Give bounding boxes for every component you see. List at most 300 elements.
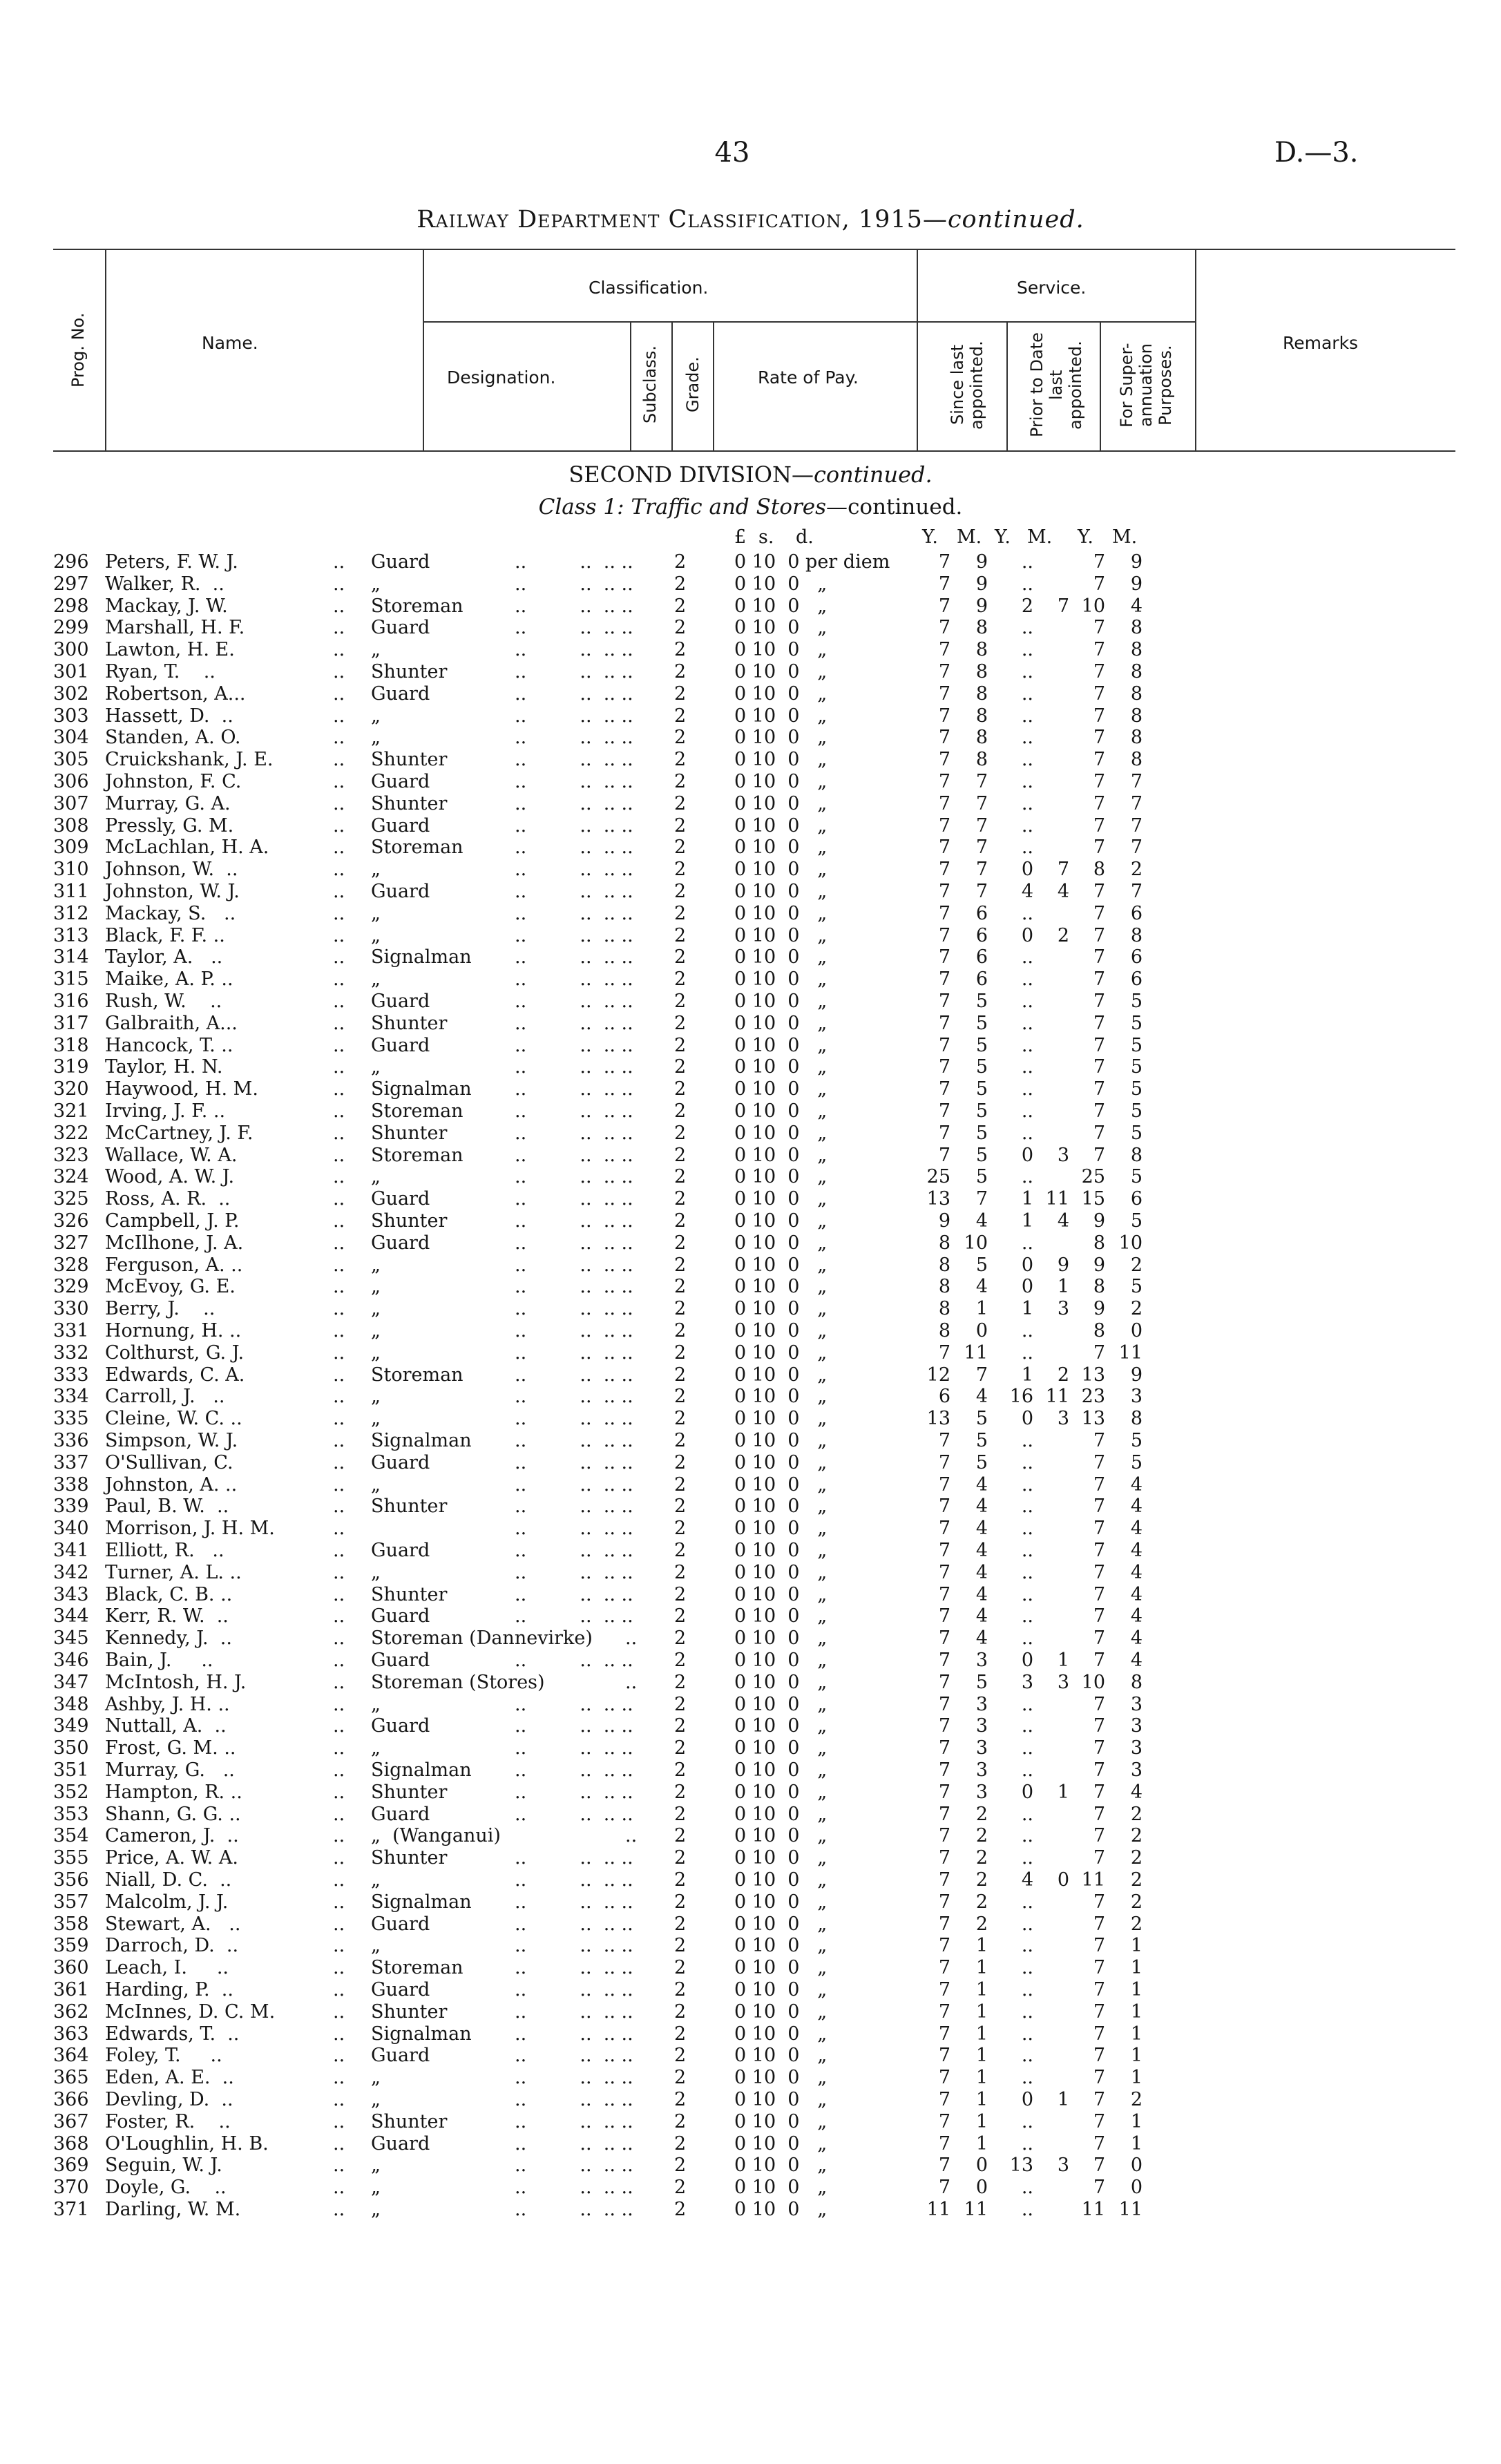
cell-prog-number: 339 — [53, 1496, 89, 1518]
leader-dots: .. .. .. .. — [515, 1034, 645, 1056]
cell-super-years: 7 — [1093, 1561, 1105, 1583]
table-row — [0, 1035, 1501, 1057]
leader-dots: .. — [333, 2110, 345, 2132]
leader-dots: .. — [333, 1034, 345, 1056]
leader-dots: .. — [333, 2045, 345, 2067]
cell-super-months: 5 — [1130, 1122, 1143, 1144]
header-classification: Classification. — [589, 278, 709, 298]
leader-dots: .. — [625, 1825, 643, 1847]
table-row — [0, 1650, 1501, 1672]
table-row — [0, 1913, 1501, 1936]
cell-since-years: 7 — [938, 924, 950, 946]
cell-prog-number: 312 — [53, 902, 89, 924]
cell-name: Malcolm, J. J. — [105, 1891, 229, 1913]
cell-prior-years: .. — [1021, 749, 1033, 771]
cell-rate-of-pay: 0 10 0 „ — [734, 1715, 828, 1737]
cell-rate-of-pay: 0 10 0 „ — [734, 1803, 828, 1825]
cell-since-years: 7 — [938, 1737, 950, 1759]
page-title — [0, 206, 1501, 233]
cell-grade: 2 — [674, 771, 687, 792]
cell-since-years: 7 — [938, 2177, 950, 2199]
table-row — [0, 1782, 1501, 1804]
cell-since-months: 9 — [975, 573, 988, 595]
cell-prog-number: 364 — [53, 2045, 89, 2067]
cell-designation: Guard — [371, 2045, 430, 2067]
cell-grade: 2 — [674, 1408, 687, 1430]
cell-name: Ashby, J. H. .. — [105, 1693, 230, 1715]
cell-prior-months: 1 — [1057, 1276, 1069, 1298]
cell-designation: „ — [371, 1737, 381, 1759]
cell-prog-number: 343 — [53, 1583, 89, 1605]
cell-rate-of-pay: 0 10 0 „ — [734, 1166, 828, 1188]
leader-dots: .. .. .. .. — [515, 968, 645, 991]
leader-dots: .. — [333, 705, 345, 727]
cell-prior-years: .. — [1021, 1759, 1033, 1781]
cell-since-months: 9 — [975, 551, 988, 573]
cell-super-years: 7 — [1093, 2067, 1105, 2089]
cell-prog-number: 315 — [53, 968, 89, 991]
cell-since-years: 7 — [938, 859, 950, 881]
table-row — [0, 749, 1501, 771]
cell-name: Black, C. B. .. — [105, 1583, 233, 1605]
leader-dots: .. — [333, 814, 345, 837]
leader-dots: .. — [333, 1320, 345, 1341]
cell-rate-of-pay: 0 10 0 „ — [734, 1408, 828, 1430]
leader-dots: .. .. .. .. — [515, 1869, 645, 1891]
subsection-class: Class 1: Traffic and Stores— — [538, 495, 848, 519]
cell-since-years: 7 — [938, 1913, 950, 1935]
cell-grade: 2 — [674, 968, 687, 991]
cell-grade: 2 — [674, 639, 687, 661]
cell-since-months: 8 — [975, 682, 988, 705]
cell-grade: 2 — [674, 1957, 687, 1979]
cell-name: Morrison, J. H. M. — [105, 1518, 275, 1540]
leader-dots: .. — [333, 1957, 345, 1979]
cell-since-months: 4 — [975, 1276, 988, 1298]
cell-super-years: 7 — [1093, 792, 1105, 814]
cell-since-months: 11 — [964, 2199, 988, 2220]
cell-since-months: 4 — [975, 1386, 988, 1408]
cell-since-years: 13 — [926, 1188, 950, 1210]
subsection-heading — [0, 495, 1501, 519]
leader-dots: .. .. .. .. — [515, 1188, 645, 1210]
table-row — [0, 1123, 1501, 1145]
cell-super-months: 8 — [1130, 727, 1143, 749]
cell-super-years: 7 — [1093, 705, 1105, 727]
cell-grade: 2 — [674, 682, 687, 705]
cell-rate-of-pay: 0 10 0 „ — [734, 1737, 828, 1759]
cell-prog-number: 342 — [53, 1561, 89, 1583]
cell-name: Hancock, T. .. — [105, 1034, 233, 1056]
cell-super-years: 7 — [1093, 771, 1105, 792]
unit-since-years: Y. — [922, 526, 938, 548]
cell-prior-months: 3 — [1057, 1408, 1069, 1430]
cell-super-months: 8 — [1130, 661, 1143, 682]
cell-grade: 2 — [674, 2000, 687, 2023]
cell-grade: 2 — [674, 1583, 687, 1605]
cell-grade: 2 — [674, 881, 687, 902]
cell-super-months: 4 — [1130, 1781, 1143, 1803]
table-row — [0, 2177, 1501, 2199]
leader-dots: .. .. .. .. — [515, 1803, 645, 1825]
cell-name: McIlhone, J. A. — [105, 1232, 244, 1254]
cell-since-years: 7 — [938, 1650, 950, 1671]
table-row — [0, 881, 1501, 903]
cell-prior-years: 0 — [1021, 1781, 1033, 1803]
header-remarks: Remarks — [1283, 333, 1359, 353]
cell-prior-years: .. — [1021, 1320, 1033, 1341]
leader-dots: .. — [625, 1627, 643, 1650]
cell-name: Elliott, R. .. — [105, 1540, 224, 1561]
cell-prior-years: .. — [1021, 1583, 1033, 1605]
header-service: Service. — [1017, 278, 1087, 298]
leader-dots: .. .. .. .. — [515, 924, 645, 946]
leader-dots: .. .. .. .. — [515, 1320, 645, 1341]
cell-since-months: 5 — [975, 1408, 988, 1430]
cell-super-years: 7 — [1093, 991, 1105, 1012]
leader-dots: .. .. .. .. — [515, 1496, 645, 1518]
cell-since-years: 8 — [938, 1232, 950, 1254]
cell-since-years: 7 — [938, 1561, 950, 1583]
cell-super-years: 7 — [1093, 1496, 1105, 1518]
leader-dots: .. .. .. .. — [515, 1078, 645, 1100]
leader-dots: .. .. .. .. — [515, 902, 645, 924]
cell-designation: Guard — [371, 1913, 430, 1935]
leader-dots: .. — [333, 682, 345, 705]
cell-designation: Signalman — [371, 1078, 472, 1100]
leader-dots: .. — [333, 1144, 345, 1166]
cell-since-months: 7 — [975, 792, 988, 814]
cell-grade: 2 — [674, 1605, 687, 1627]
cell-super-months: 8 — [1130, 617, 1143, 639]
cell-prior-years: .. — [1021, 2110, 1033, 2132]
cell-prior-months: 3 — [1057, 2155, 1069, 2177]
cell-name: Johnson, W. .. — [105, 859, 238, 881]
cell-designation: „ — [371, 1276, 381, 1298]
cell-super-months: 5 — [1130, 991, 1143, 1012]
cell-super-months: 3 — [1130, 1693, 1143, 1715]
cell-designation: Shunter — [371, 1847, 448, 1869]
cell-designation: Shunter — [371, 661, 448, 682]
header-grade: Grade. — [683, 356, 702, 413]
cell-prog-number: 345 — [53, 1627, 89, 1650]
cell-prior-years: .. — [1021, 2132, 1033, 2155]
leader-dots: .. .. .. .. — [515, 1232, 645, 1254]
cell-prog-number: 361 — [53, 1979, 89, 2000]
leader-dots: .. .. .. .. — [515, 1364, 645, 1386]
cell-rate-of-pay: 0 10 0 „ — [734, 661, 828, 682]
cell-prior-years: .. — [1021, 1341, 1033, 1364]
cell-prior-years: 0 — [1021, 1408, 1033, 1430]
cell-name: Marshall, H. F. — [105, 617, 245, 639]
cell-designation: Shunter — [371, 1583, 448, 1605]
unit-super-years: Y. — [1078, 526, 1093, 548]
table-row — [0, 925, 1501, 947]
cell-grade: 2 — [674, 1276, 687, 1298]
leader-dots: .. — [333, 1715, 345, 1737]
cell-prior-months: 7 — [1057, 595, 1069, 617]
page-number: 43 — [714, 137, 750, 169]
cell-since-months: 5 — [975, 1451, 988, 1473]
leader-dots: .. .. .. .. — [515, 1540, 645, 1561]
cell-grade: 2 — [674, 1341, 687, 1364]
cell-since-months: 11 — [964, 1341, 988, 1364]
leader-dots: .. — [333, 1605, 345, 1627]
cell-since-months: 1 — [975, 1298, 988, 1320]
cell-since-months: 4 — [975, 1627, 988, 1650]
cell-since-years: 8 — [938, 1276, 950, 1298]
table-row — [0, 1056, 1501, 1078]
cell-since-months: 2 — [975, 1825, 988, 1847]
cell-rate-of-pay: 0 10 0 „ — [734, 1540, 828, 1561]
cell-rate-of-pay: 0 10 0 „ — [734, 1583, 828, 1605]
cell-super-months: 5 — [1130, 1056, 1143, 1078]
cell-rate-of-pay: 0 10 0 „ — [734, 1605, 828, 1627]
cell-name: McIntosh, H. J. — [105, 1671, 247, 1693]
cell-since-years: 7 — [938, 1034, 950, 1056]
cell-super-months: 9 — [1130, 573, 1143, 595]
cell-name: Foster, R. .. — [105, 2110, 231, 2132]
cell-rate-of-pay: 0 10 0 „ — [734, 1869, 828, 1891]
cell-super-months: 1 — [1130, 1935, 1143, 1957]
cell-rate-of-pay: 0 10 0 „ — [734, 1188, 828, 1210]
cell-super-years: 7 — [1093, 2023, 1105, 2045]
cell-prior-years: .. — [1021, 1540, 1033, 1561]
cell-grade: 2 — [674, 792, 687, 814]
cell-name: Robertson, A... — [105, 682, 246, 705]
cell-prog-number: 352 — [53, 1781, 89, 1803]
leader-dots: .. — [333, 1408, 345, 1430]
table-row — [0, 1715, 1501, 1737]
cell-name: Ross, A. R. .. — [105, 1188, 231, 1210]
cell-designation: „ — [371, 1166, 381, 1188]
cell-since-months: 5 — [975, 1122, 988, 1144]
table-row — [0, 968, 1501, 991]
table-row — [0, 991, 1501, 1013]
cell-since-years: 7 — [938, 1518, 950, 1540]
cell-prog-number: 347 — [53, 1671, 89, 1693]
leader-dots: .. — [333, 1759, 345, 1781]
cell-grade: 2 — [674, 1979, 687, 2000]
leader-dots: .. — [333, 859, 345, 881]
cell-super-years: 7 — [1093, 1957, 1105, 1979]
cell-prog-number: 335 — [53, 1408, 89, 1430]
leader-dots: .. .. .. .. — [515, 1298, 645, 1320]
title-main: Railway Department Classification, 1915— — [417, 206, 948, 233]
cell-prog-number: 299 — [53, 617, 89, 639]
cell-designation: Guard — [371, 771, 430, 792]
leader-dots: .. .. .. .. — [515, 771, 645, 792]
cell-prior-years: 0 — [1021, 1144, 1033, 1166]
leader-dots: .. — [333, 968, 345, 991]
cell-prog-number: 344 — [53, 1605, 89, 1627]
cell-grade: 2 — [674, 1166, 687, 1188]
cell-prior-years: .. — [1021, 573, 1033, 595]
cell-since-months: 7 — [975, 859, 988, 881]
leader-dots: .. .. .. .. — [515, 1473, 645, 1496]
cell-grade: 2 — [674, 1540, 687, 1561]
cell-prior-years: .. — [1021, 902, 1033, 924]
cell-super-years: 7 — [1093, 2110, 1105, 2132]
leader-dots: .. .. .. .. — [515, 2067, 645, 2089]
leader-dots: .. .. .. .. — [515, 1605, 645, 1627]
cell-prog-number: 355 — [53, 1847, 89, 1869]
cell-super-years: 7 — [1093, 1100, 1105, 1122]
cell-designation: Guard — [371, 881, 430, 902]
table-row — [0, 837, 1501, 859]
cell-since-months: 4 — [975, 1605, 988, 1627]
cell-super-years: 7 — [1093, 661, 1105, 682]
leader-dots: .. .. .. .. — [515, 1254, 645, 1276]
leader-dots: .. — [333, 1540, 345, 1561]
cell-designation: „ — [371, 1408, 381, 1430]
leader-dots: .. .. .. .. — [515, 727, 645, 749]
table-row — [0, 1210, 1501, 1232]
table-row — [0, 1869, 1501, 1891]
cell-prog-number: 340 — [53, 1518, 89, 1540]
table-row — [0, 1496, 1501, 1518]
leader-dots: .. — [333, 1056, 345, 1078]
cell-super-years: 10 — [1081, 595, 1105, 617]
cell-prior-months: 11 — [1045, 1386, 1069, 1408]
cell-prog-number: 322 — [53, 1122, 89, 1144]
table-row — [0, 1408, 1501, 1430]
leader-dots: .. .. .. .. — [515, 682, 645, 705]
cell-prog-number: 336 — [53, 1430, 89, 1451]
cell-designation: „ — [371, 1561, 381, 1583]
cell-since-years: 7 — [938, 551, 950, 573]
leader-dots: .. .. .. .. — [515, 1386, 645, 1408]
cell-super-months: 11 — [1118, 2199, 1143, 2220]
leader-dots: .. .. .. .. — [515, 1100, 645, 1122]
cell-super-months: 1 — [1130, 2132, 1143, 2155]
cell-prior-years: .. — [1021, 1715, 1033, 1737]
cell-rate-of-pay: 0 10 0 „ — [734, 1232, 828, 1254]
cell-prog-number: 300 — [53, 639, 89, 661]
cell-prog-number: 366 — [53, 2089, 89, 2110]
cell-prog-number: 314 — [53, 946, 89, 968]
cell-grade: 2 — [674, 2067, 687, 2089]
cell-grade: 2 — [674, 2089, 687, 2110]
cell-prog-number: 308 — [53, 814, 89, 837]
cell-name: Kennedy, J. .. — [105, 1627, 232, 1650]
cell-super-months: 5 — [1130, 1166, 1143, 1188]
unit-prior-years: Y. — [995, 526, 1011, 548]
cell-grade: 2 — [674, 1847, 687, 1869]
cell-rate-of-pay: 0 10 0 „ — [734, 1012, 828, 1034]
cell-super-years: 11 — [1081, 2199, 1105, 2220]
cell-designation: Signalman — [371, 946, 472, 968]
cell-prior-months: 1 — [1057, 2089, 1069, 2110]
cell-since-months: 6 — [975, 968, 988, 991]
cell-designation: Guard — [371, 1188, 430, 1210]
leader-dots: .. — [333, 837, 345, 859]
cell-rate-of-pay: 0 10 0 „ — [734, 2132, 828, 2155]
leader-dots: .. — [333, 1627, 345, 1650]
cell-since-months: 2 — [975, 1891, 988, 1913]
cell-rate-of-pay: 0 10 0 „ — [734, 1671, 828, 1693]
cell-prior-years: .. — [1021, 705, 1033, 727]
cell-grade: 2 — [674, 1122, 687, 1144]
leader-dots: .. — [333, 1869, 345, 1891]
cell-since-years: 7 — [938, 1781, 950, 1803]
table-row — [0, 2111, 1501, 2133]
cell-prog-number: 359 — [53, 1935, 89, 1957]
cell-super-months: 1 — [1130, 2000, 1143, 2023]
table-row — [0, 1145, 1501, 1167]
cell-super-years: 7 — [1093, 1935, 1105, 1957]
table-row — [0, 1605, 1501, 1627]
cell-grade: 2 — [674, 1935, 687, 1957]
cell-since-months: 7 — [975, 1188, 988, 1210]
cell-since-months: 4 — [975, 1473, 988, 1496]
leader-dots: .. — [333, 1496, 345, 1518]
cell-designation: Shunter — [371, 2000, 448, 2023]
cell-rate-of-pay: 0 10 0 „ — [734, 617, 828, 639]
leader-dots: .. — [333, 1891, 345, 1913]
cell-designation: „ — [371, 1341, 381, 1364]
cell-since-months: 5 — [975, 1144, 988, 1166]
leader-dots: .. .. .. .. — [515, 946, 645, 968]
cell-prior-years: .. — [1021, 792, 1033, 814]
cell-prior-years: .. — [1021, 1957, 1033, 1979]
cell-grade: 2 — [674, 1825, 687, 1847]
cell-prior-years: .. — [1021, 1122, 1033, 1144]
cell-prior-years: .. — [1021, 1561, 1033, 1583]
cell-grade: 2 — [674, 595, 687, 617]
cell-super-months: 4 — [1130, 1605, 1143, 1627]
cell-rate-of-pay: 0 10 0 „ — [734, 1847, 828, 1869]
cell-super-months: 4 — [1130, 1496, 1143, 1518]
table-row — [0, 1166, 1501, 1188]
cell-grade: 2 — [674, 814, 687, 837]
cell-rate-of-pay: 0 10 0 „ — [734, 1034, 828, 1056]
leader-dots: .. .. .. .. — [515, 749, 645, 771]
cell-name: Black, F. F. .. — [105, 924, 225, 946]
cell-super-years: 9 — [1093, 1210, 1105, 1232]
cell-prior-years: 0 — [1021, 1254, 1033, 1276]
cell-designation: „ — [371, 1298, 381, 1320]
cell-prog-number: 351 — [53, 1759, 89, 1781]
cell-prog-number: 353 — [53, 1803, 89, 1825]
cell-rate-of-pay: 0 10 0 „ — [734, 595, 828, 617]
cell-since-months: 8 — [975, 617, 988, 639]
cell-prog-number: 337 — [53, 1451, 89, 1473]
cell-since-years: 7 — [938, 639, 950, 661]
table-header — [53, 249, 1455, 452]
cell-grade: 2 — [674, 1561, 687, 1583]
cell-super-months: 2 — [1130, 1891, 1143, 1913]
cell-super-months: 6 — [1130, 1188, 1143, 1210]
cell-since-years: 7 — [938, 1979, 950, 2000]
leader-dots: .. — [333, 1430, 345, 1451]
leader-dots: .. — [333, 1232, 345, 1254]
cell-super-years: 13 — [1081, 1364, 1105, 1386]
cell-name: Edwards, C. A. — [105, 1364, 245, 1386]
cell-since-months: 5 — [975, 1166, 988, 1188]
cell-rate-of-pay: 0 10 0 „ — [734, 1935, 828, 1957]
cell-since-years: 7 — [938, 1100, 950, 1122]
cell-prior-months: 0 — [1057, 1869, 1069, 1891]
cell-designation: „ — [371, 1386, 381, 1408]
cell-rate-of-pay: 0 10 0 „ — [734, 837, 828, 859]
title-continued: continued. — [947, 206, 1084, 233]
cell-prior-years: 1 — [1021, 1188, 1033, 1210]
table-row — [0, 1518, 1501, 1540]
cell-since-years: 25 — [926, 1166, 950, 1188]
cell-prior-years: 1 — [1021, 1364, 1033, 1386]
cell-prog-number: 354 — [53, 1825, 89, 1847]
